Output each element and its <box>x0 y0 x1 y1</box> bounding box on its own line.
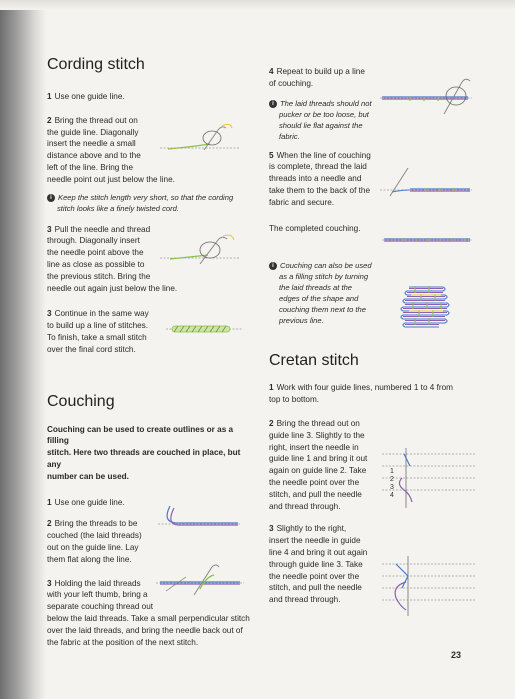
line: is complete, thread the laid <box>269 162 367 172</box>
book-spine-shadow <box>0 0 46 699</box>
couching-step5-diagram <box>380 164 472 200</box>
line: needle out again just below the line. <box>47 283 178 293</box>
line: out on the guide line. Lay <box>47 542 139 552</box>
guide-number-4: 4 <box>390 492 394 499</box>
line: fabric and secure. <box>269 197 335 207</box>
line: should lie flat against the <box>279 120 363 130</box>
guide-number-3: 3 <box>390 484 394 491</box>
cretan-step3-diagram <box>382 552 476 618</box>
line: below the laid threads. Take a small perpendicular stitch <box>47 613 250 623</box>
line: stitch, and pull the needle <box>269 583 362 593</box>
line: When the line of couching <box>276 150 371 160</box>
couching-filling-diagram <box>393 283 455 333</box>
step-number: 3 <box>269 524 274 534</box>
line: to build up a line of stitches. <box>47 321 149 331</box>
line: edges of the shape and <box>279 294 359 304</box>
line: as a filling stitch by turning <box>279 272 369 282</box>
line: separate couching thread out <box>47 602 154 612</box>
line: of couching. <box>269 78 314 88</box>
line: the needle point above the <box>47 248 144 258</box>
line: and thread through. <box>269 501 341 511</box>
line: take them to the back of the <box>269 185 371 195</box>
line: Pull the needle and thread <box>54 224 151 234</box>
line: the laid threads at the <box>279 283 353 293</box>
line: with your left thumb, bring a <box>47 590 148 600</box>
line: Bring the thread out on <box>276 418 360 428</box>
line: Couching can be used to create outlines or as a filling <box>47 424 234 446</box>
step-number: 3 <box>47 578 52 588</box>
line: insert the needle in guide <box>269 536 361 546</box>
step-text: Use one guide line. <box>54 92 125 101</box>
cording-tip <box>47 192 252 214</box>
line: insert the needle a small <box>47 139 136 149</box>
step-number: 1 <box>47 92 52 101</box>
line: previous line. <box>279 316 324 326</box>
line: left of the line. Bring the <box>47 162 134 172</box>
line: through guide line 3. Take <box>269 559 363 569</box>
cretan-stitch-heading: Cretan stitch <box>269 352 359 370</box>
line: stitch, and pull the needle <box>269 489 362 499</box>
step-number: 4 <box>269 67 274 76</box>
cording-step3-diagram <box>160 230 240 274</box>
line: the previous stitch. Bring the <box>47 271 151 281</box>
cording-step2-diagram <box>160 120 240 162</box>
line: line 4 and bring it out again <box>269 547 368 557</box>
line: over the laid threads, and bring the needle back out of <box>47 625 243 635</box>
line: line as close as possible to <box>47 259 145 269</box>
step-number: 2 <box>269 418 274 428</box>
line: Bring the threads to be <box>54 519 138 529</box>
line: To finish, take a small stitch <box>47 332 147 342</box>
step-text: Use one guide line. <box>54 497 125 507</box>
step-number: 2 <box>47 115 52 125</box>
line: fabric. <box>279 131 300 141</box>
completed-couching-diagram <box>382 234 472 246</box>
line: Holding the laid threads <box>54 578 141 588</box>
line: right, insert the needle in <box>269 442 359 452</box>
step-number: 3 <box>47 224 52 234</box>
line: distance above and to the <box>47 151 141 161</box>
line: Couching can also be used <box>280 261 372 271</box>
tip-icon: i <box>269 100 277 108</box>
line: couching them next to the <box>279 305 366 315</box>
couching-step3-diagram <box>156 563 244 599</box>
step-number: 1 <box>47 497 52 507</box>
line: guide line 3. Slightly to the <box>269 430 365 440</box>
line: threads into a needle and <box>269 174 362 184</box>
line: Bring the thread out on <box>54 115 138 125</box>
line: couched (the laid threads) <box>47 531 142 541</box>
line: the needle point over the <box>269 477 360 487</box>
line: them flat along the line. <box>47 554 132 564</box>
line: The laid threads should not <box>280 98 372 108</box>
guide-number-2: 2 <box>390 476 394 483</box>
line: through. Diagonally insert <box>47 236 140 246</box>
page-number: 23 <box>451 650 462 660</box>
line: the fabric at the position of the next stitch. <box>47 637 199 647</box>
step-number: 2 <box>47 519 52 529</box>
tip-icon: i <box>47 194 55 202</box>
line: the guide line. Diagonally <box>47 127 139 137</box>
line: again on guide line 2. Take <box>269 466 367 476</box>
couching-heading: Couching <box>47 392 115 410</box>
cording-stitch-heading: Cording stitch <box>47 56 145 73</box>
step-number: 5 <box>269 150 274 160</box>
cording-finished-diagram <box>166 322 242 336</box>
page-top-edge <box>0 0 515 10</box>
cording-step-1 <box>47 91 252 103</box>
right-column <box>269 66 469 606</box>
line: number can be used. <box>47 471 129 481</box>
line: needle point out just below the line. <box>47 174 175 184</box>
step-number: 3 <box>47 309 52 319</box>
line: stitch looks like a finely twisted cord. <box>57 203 179 213</box>
line: top to bottom. <box>269 395 320 405</box>
line: and thread through. <box>269 595 341 605</box>
tip-icon: i <box>269 262 277 270</box>
line: Continue in the same way <box>54 309 149 319</box>
cretan-step2-diagram <box>382 444 476 510</box>
line: stitch. Here two threads are couched in place, but any <box>47 448 241 469</box>
line: pucker or be too loose, but <box>279 109 369 119</box>
line: over the final cord stitch. <box>47 344 136 354</box>
couching-intro <box>47 424 252 483</box>
line: Repeat to build up a line <box>276 67 365 76</box>
guide-number-1: 1 <box>390 468 394 475</box>
cretan-step-1 <box>269 382 469 406</box>
line: Work with four guide lines, numbered 1 to 4 from <box>276 383 453 393</box>
completed-couching-caption: The completed couching. <box>269 223 361 233</box>
line: the needle point over the <box>269 571 360 581</box>
line: Keep the stitch length very short, so that the cording <box>58 192 234 202</box>
line: Slightly to the right, <box>276 524 347 534</box>
line: guide line 1 and bring it out <box>269 454 368 464</box>
couching-step2-diagram <box>158 502 240 530</box>
step-number: 1 <box>269 383 274 393</box>
couching-step4-diagram <box>380 76 472 120</box>
